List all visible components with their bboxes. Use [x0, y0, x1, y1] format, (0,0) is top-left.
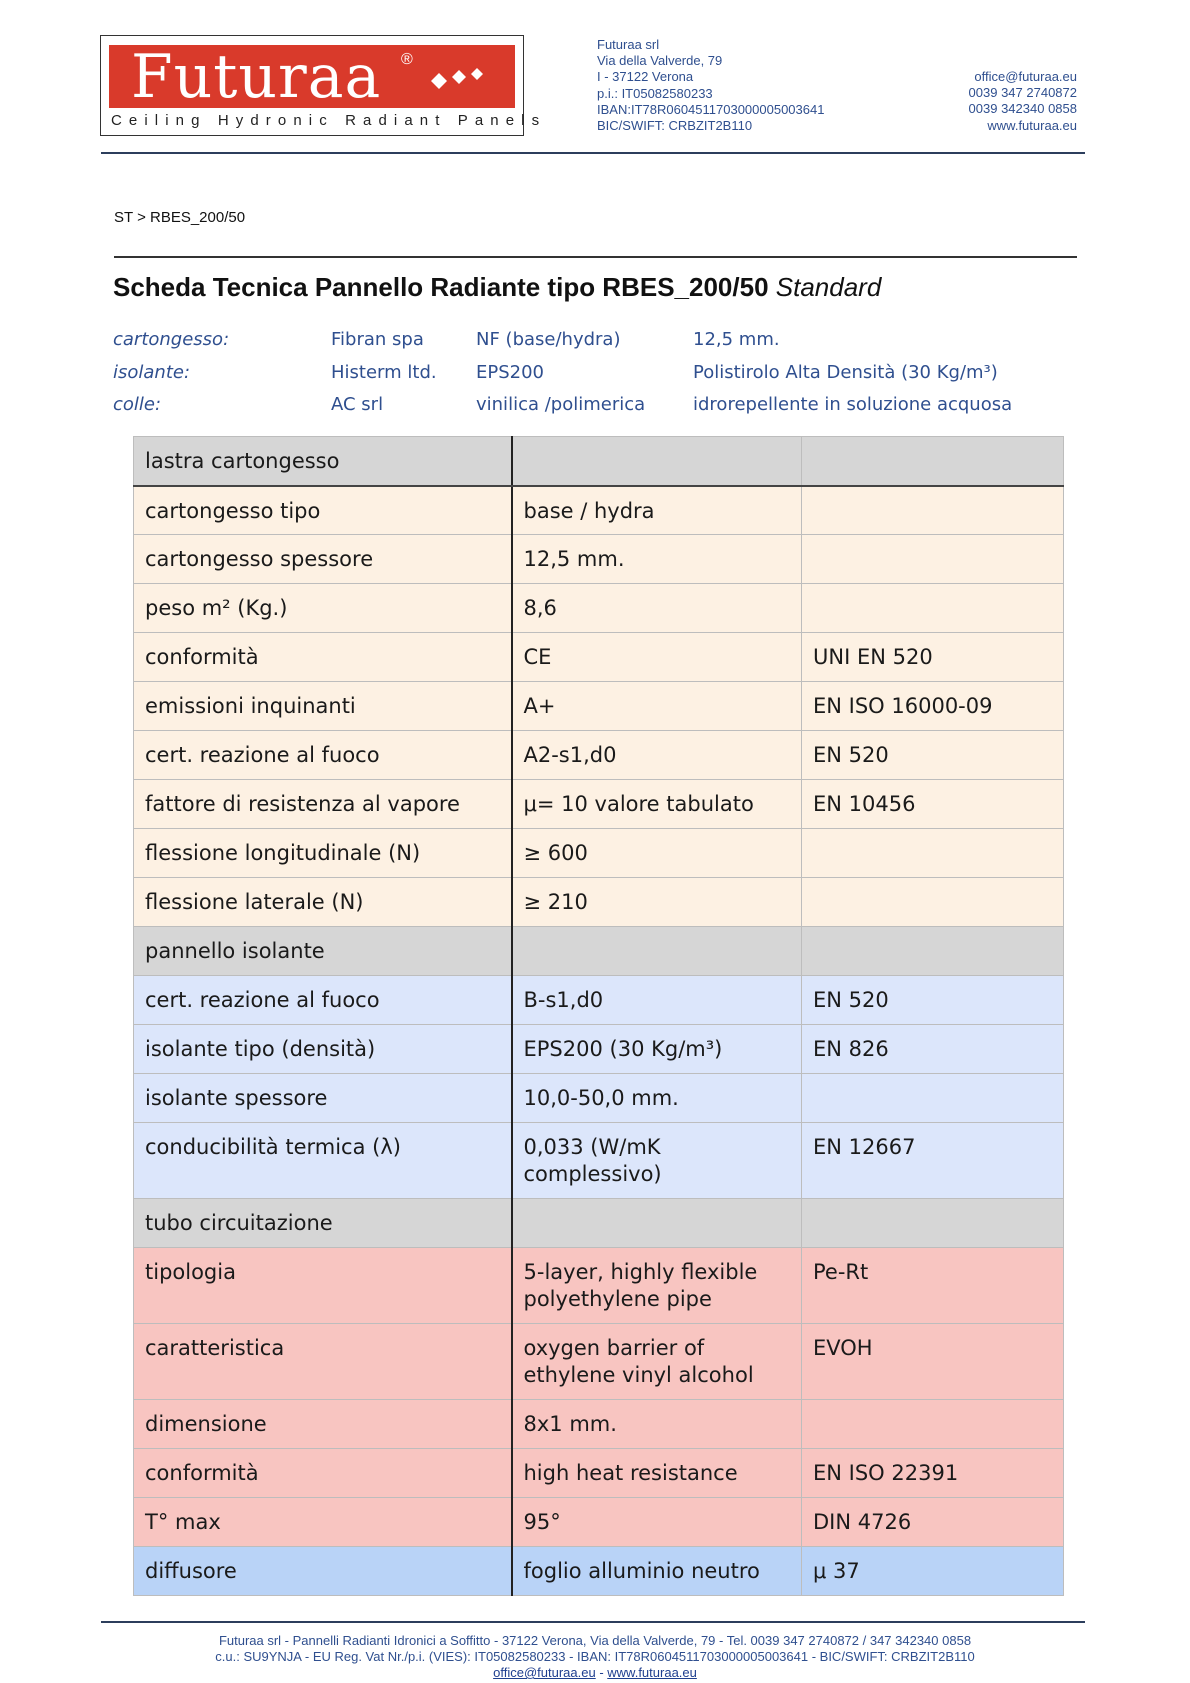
spec-value: ≥ 600: [512, 829, 802, 878]
company-line: p.i.: IT05082580233: [597, 85, 713, 101]
company-line: BIC/SWIFT: CRBZIT2B110: [597, 118, 753, 134]
letterhead: [0, 0, 1190, 160]
spec-label: cartongesso spessore: [134, 535, 512, 584]
company-logo: [100, 35, 547, 136]
spec-value: 10,0-50,0 mm.: [512, 1074, 802, 1123]
page-title: [113, 272, 881, 303]
spec-label: conducibilità termica (λ): [134, 1123, 512, 1199]
contact-phone: 0039 342340 0858: [968, 101, 1077, 117]
diamond-dots-icon: [431, 67, 491, 91]
material-product: EPS200: [476, 361, 545, 383]
footer-links: [0, 1665, 1190, 1681]
section-title: lastra cartongesso: [134, 437, 512, 486]
table-row: [134, 1547, 1064, 1596]
material-supplier: Histerm ltd.: [331, 361, 437, 383]
spec-standard: [802, 829, 1064, 878]
section-title: pannello isolante: [134, 927, 512, 976]
spec-label: tipologia: [134, 1248, 512, 1324]
title-divider: [114, 256, 1077, 258]
header-divider: [101, 152, 1085, 154]
table-row: [134, 878, 1064, 927]
footer-email-link[interactable]: office@futuraa.eu: [493, 1665, 596, 1680]
spec-standard: [802, 927, 1064, 976]
spec-label: caratteristica: [134, 1324, 512, 1400]
title-main: Scheda Tecnica Pannello Radiante tipo RBES_200/50: [113, 272, 776, 302]
spec-standard: EN 12667: [802, 1123, 1064, 1199]
table-row: [134, 1123, 1064, 1199]
table-row: [134, 1248, 1064, 1324]
spec-standard: [802, 535, 1064, 584]
spec-label: diffusore: [134, 1547, 512, 1596]
spec-value: A+: [512, 682, 802, 731]
spec-standard: [802, 878, 1064, 927]
spec-standard: [802, 1400, 1064, 1449]
logo-tagline: Ceiling Hydronic Radiant Panels: [111, 112, 547, 129]
company-line: I - 37122 Verona: [597, 69, 694, 85]
spec-value: oxygen barrier of ethylene vinyl alcohol: [512, 1324, 802, 1400]
spec-label: emissioni inquinanti: [134, 682, 512, 731]
table-row: [134, 1324, 1064, 1400]
material-description: 12,5 mm.: [693, 329, 780, 350]
material-description: Polistirolo Alta Densità (30 Kg/m³): [693, 361, 998, 383]
footer-website-link[interactable]: www.futuraa.eu: [607, 1665, 697, 1680]
spec-value: CE: [512, 633, 802, 682]
spec-label: cert. reazione al fuoco: [134, 731, 512, 780]
spec-standard: Pe-Rt: [802, 1248, 1064, 1324]
spec-standard: DIN 4726: [802, 1498, 1064, 1547]
material-product: vinilica /polimerica: [476, 394, 646, 415]
logo-banner: [109, 42, 515, 112]
spec-label: isolante spessore: [134, 1074, 512, 1123]
spec-label: T° max: [134, 1498, 512, 1547]
table-row: [134, 731, 1064, 780]
spec-label: conformità: [134, 1449, 512, 1498]
table-row: [134, 682, 1064, 731]
breadcrumb: ST > RBES_200/50: [114, 209, 246, 226]
section-header-row: [134, 437, 1064, 486]
spec-value: high heat resistance: [512, 1449, 802, 1498]
title-variant: Standard: [775, 272, 882, 302]
spec-standard: EVOH: [802, 1324, 1064, 1400]
spec-standard: [802, 584, 1064, 633]
spec-value: 0,033 (W/mK complessivo): [512, 1123, 802, 1199]
company-line: Via della Valverde, 79: [597, 53, 723, 69]
contact-email[interactable]: office@futuraa.eu: [974, 69, 1077, 84]
logo-registered-mark: ®: [401, 51, 413, 68]
material-category: colle:: [113, 394, 162, 415]
section-title: tubo circuitazione: [134, 1199, 512, 1248]
contact-phone: 0039 347 2740872: [968, 85, 1077, 101]
logo-wordmark: Futuraa: [131, 42, 382, 112]
contact-website[interactable]: www.futuraa.eu: [987, 117, 1077, 133]
spec-label: flessione longitudinale (N): [134, 829, 512, 878]
material-description: idrorepellente in soluzione acquosa: [693, 394, 1013, 415]
table-row: [134, 1074, 1064, 1123]
table-row: [134, 780, 1064, 829]
spec-table-body: [134, 437, 1064, 1596]
material-category: cartongesso:: [113, 329, 230, 350]
table-row: [134, 1400, 1064, 1449]
spec-value: [512, 437, 802, 486]
spec-label: flessione laterale (N): [134, 878, 512, 927]
table-row: [134, 584, 1064, 633]
spec-standard: EN ISO 22391: [802, 1449, 1064, 1498]
spec-label: conformità: [134, 633, 512, 682]
footer-separator: -: [595, 1665, 608, 1680]
spec-standard: [802, 486, 1064, 535]
company-line: Futuraa srl: [597, 37, 660, 52]
footer-bank-line: c.u.: SU9YNJA - EU Reg. Vat Nr./p.i. (VIES): IT05082580233 - IBAN: IT78R0604511703000005003641 - BIC/SWIFT: CRBZIT2B110: [215, 1649, 975, 1664]
footer: [0, 1633, 1190, 1681]
spec-table: [133, 436, 1064, 1596]
spec-label: cert. reazione al fuoco: [134, 976, 512, 1025]
spec-value: μ= 10 valore tabulato: [512, 780, 802, 829]
table-row: [134, 1449, 1064, 1498]
spec-value: A2-s1,d0: [512, 731, 802, 780]
spec-value: [512, 1199, 802, 1248]
spec-value: base / hydra: [512, 486, 802, 535]
spec-value: [512, 927, 802, 976]
table-row: [134, 1025, 1064, 1074]
table-row: [134, 1498, 1064, 1547]
spec-standard: [802, 1074, 1064, 1123]
spec-label: cartongesso tipo: [134, 486, 512, 535]
material-supplier: Fibran spa: [331, 329, 424, 350]
section-header-row: [134, 927, 1064, 976]
spec-value: 8x1 mm.: [512, 1400, 802, 1449]
material-product: NF (base/hydra): [476, 329, 621, 350]
spec-standard: EN ISO 16000-09: [802, 682, 1064, 731]
spec-standard: EN 520: [802, 976, 1064, 1025]
spec-value: 8,6: [512, 584, 802, 633]
material-supplier: AC srl: [331, 394, 384, 415]
footer-address-line: Futuraa srl - Pannelli Radianti Idronici a Soffitto - 37122 Verona, Via della Valverde, 79 - Tel. 0039 347 2740872 / 347 342340 0858: [218, 1633, 972, 1648]
table-row: [134, 535, 1064, 584]
table-row: [134, 829, 1064, 878]
spec-standard: [802, 1199, 1064, 1248]
spec-value: ≥ 210: [512, 878, 802, 927]
spec-standard: EN 826: [802, 1025, 1064, 1074]
footer-divider: [101, 1621, 1085, 1623]
spec-label: isolante tipo (densità): [134, 1025, 512, 1074]
spec-standard: EN 10456: [802, 780, 1064, 829]
spec-value: foglio alluminio neutro: [512, 1547, 802, 1596]
contact-info: [969, 69, 1077, 134]
table-row: [134, 633, 1064, 682]
spec-standard: EN 520: [802, 731, 1064, 780]
table-row: [134, 976, 1064, 1025]
company-info: [597, 37, 824, 134]
section-header-row: [134, 1199, 1064, 1248]
spec-label: dimensione: [134, 1400, 512, 1449]
material-category: isolante:: [113, 361, 191, 383]
spec-standard: μ 37: [802, 1547, 1064, 1596]
spec-standard: UNI EN 520: [802, 633, 1064, 682]
spec-label: peso m² (Kg.): [134, 584, 512, 633]
spec-value: B-s1,d0: [512, 976, 802, 1025]
spec-label: fattore di resistenza al vapore: [134, 780, 512, 829]
company-line: IBAN:IT78R0604511703000005003641: [597, 101, 825, 117]
spec-value: 12,5 mm.: [512, 535, 802, 584]
spec-value: 5-layer, highly flexible polyethylene pipe: [512, 1248, 802, 1324]
table-row: [134, 486, 1064, 535]
spec-value: EPS200 (30 Kg/m³): [512, 1025, 802, 1074]
spec-value: 95°: [512, 1498, 802, 1547]
spec-standard: [802, 437, 1064, 486]
